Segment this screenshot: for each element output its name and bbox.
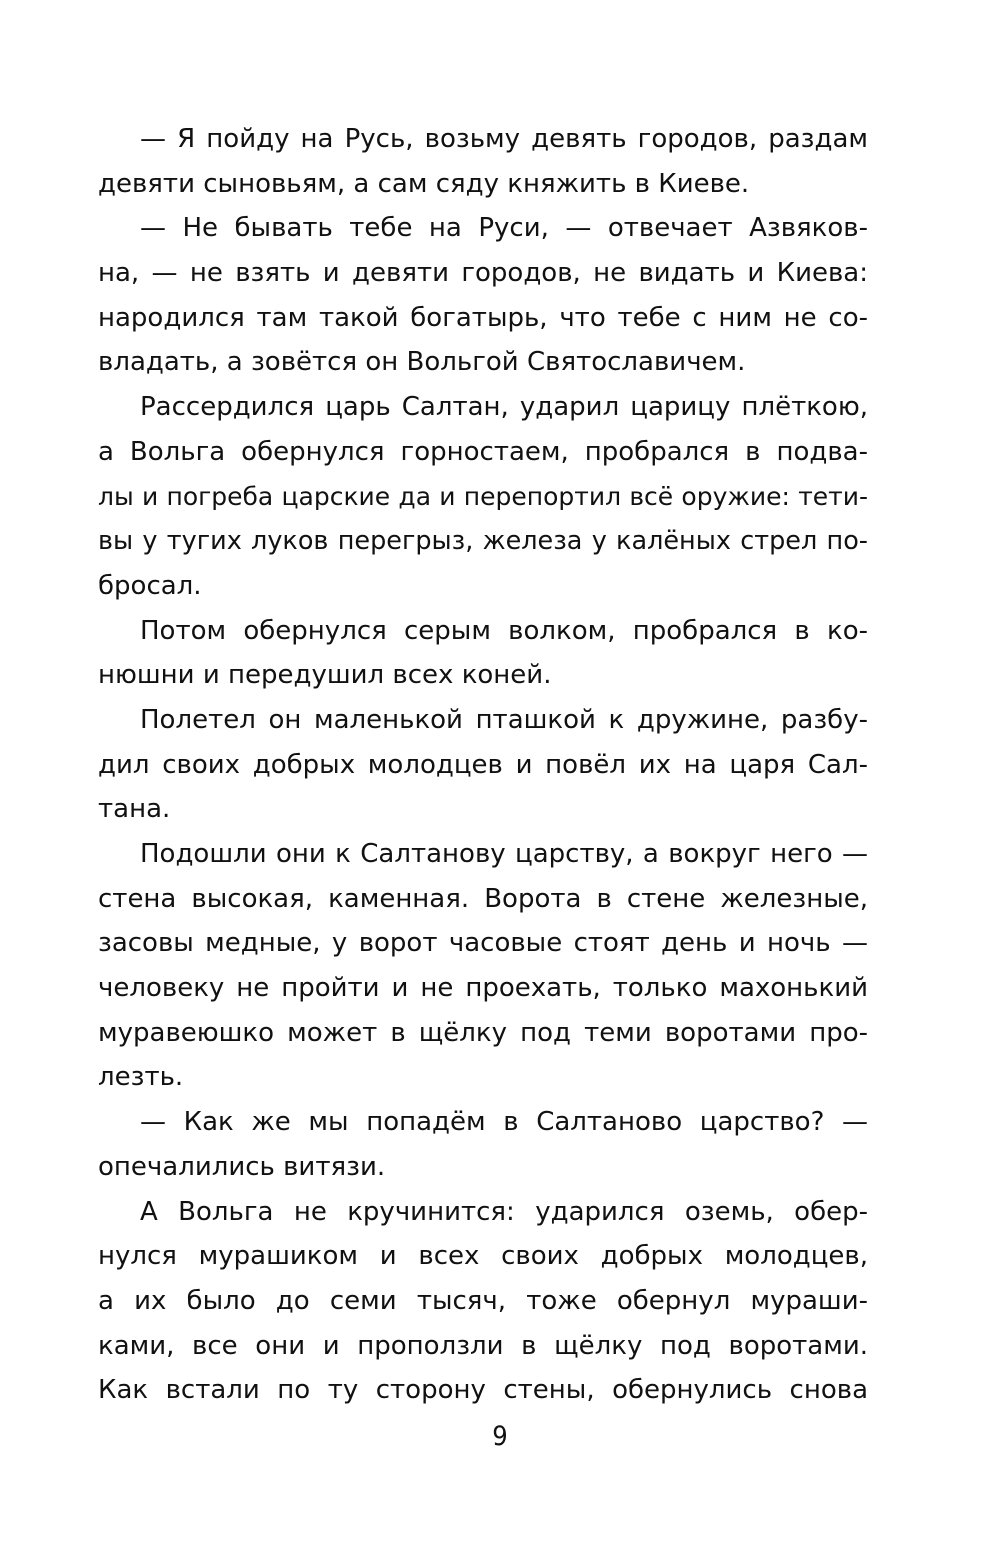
text-line: Как встали по ту сторону стены, обернулись снова xyxy=(98,1375,868,1406)
text-line: муравеюшко может в щёлку под теми воротами про- xyxy=(98,1017,868,1048)
text-line: владать, а зовётся он Вольгой Святославичем. xyxy=(98,347,746,378)
text-line: стена высокая, каменная. Ворота в стене железные, xyxy=(98,883,868,914)
text-line: засовы медные, у ворот часовые стоят день и ночь — xyxy=(98,928,868,959)
text-line: А Вольга не кручинится: ударился оземь, обер- xyxy=(140,1196,868,1227)
text-line: — Как же мы попадём в Салтаново царство? — xyxy=(140,1107,868,1138)
text-line: ками, все они и проползли в щёлку под воротами. xyxy=(98,1330,868,1361)
body-text xyxy=(98,117,868,1413)
text-line: дил своих добрых молодцев и повёл их на царя Сал- xyxy=(98,749,868,780)
text-line: бросал. xyxy=(98,570,202,601)
text-line: на, — не взять и девяти городов, не видать и Киева: xyxy=(98,258,868,289)
text-line: лезть. xyxy=(98,1062,184,1093)
text-line: Потом обернулся серым волком, пробрался в ко- xyxy=(140,615,868,646)
text-line: Подошли они к Салтанову царству, а вокруг него — xyxy=(140,839,868,869)
text-line: девяти сыновьям, а сам сяду княжить в Киеве. xyxy=(98,168,750,199)
text-line: а Вольга обернулся горностаем, пробрался в подва- xyxy=(98,436,868,467)
text-line: опечалились витязи. xyxy=(98,1151,386,1182)
text-line: Рассердился царь Салтан, ударил царицу плёткою, xyxy=(140,392,868,423)
text-line: а их было до семи тысяч, тоже обернул мураши- xyxy=(98,1285,868,1316)
text-line: тана. xyxy=(98,794,171,825)
text-line: вы у тугих луков перегрыз, железа у калёных стрел по- xyxy=(98,526,868,557)
text-line: — Не бывать тебе на Руси, — отвечает Азвяков- xyxy=(140,213,868,244)
text-line: человеку не пройти и не проехать, только махонький xyxy=(98,973,868,1004)
text-line: нулся мурашиком и всех своих добрых молодцев, xyxy=(98,1241,868,1272)
text-line: нюшни и передушил всех коней. xyxy=(98,660,552,691)
text-line: Полетел он маленькой пташкой к дружине, разбу- xyxy=(140,704,868,735)
text-line: лы и погреба царские да и перепортил всё оружие: тети- xyxy=(98,481,868,511)
text-line: — Я пойду на Русь, возьму девять городов, раздам xyxy=(140,124,868,154)
text-line: народился там такой богатырь, что тебе с ним не со- xyxy=(98,302,868,333)
page-number: 9 xyxy=(492,1421,508,1452)
